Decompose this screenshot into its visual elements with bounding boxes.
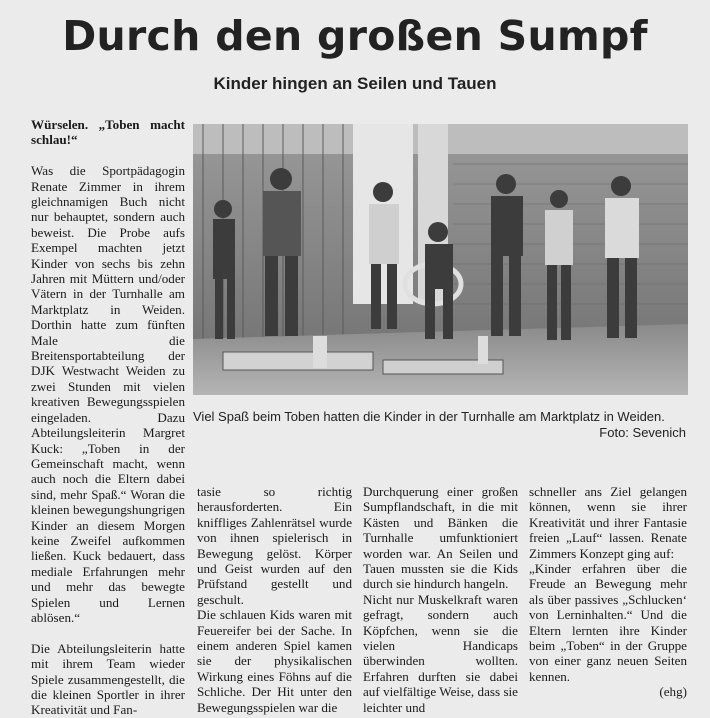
paragraph: Was die Sportpädagogin Renate Zimmer in ihrem gleichnamigen Buch nicht nur behauptet, sondern auch beweist. Die Probe aufs Exempel machten jetzt Kinder von sechs bis zehn Jahren mit Müttern und/oder Vätern in der Turnhalle am Marktplatz in Weiden. Dorthin hatte zum fünften Male die Breitensportabteilung der DJK Westwacht Weiden zu zwei Stunden mit vielen kreativen Bewegungsspielen eingeladen. Dazu Abteilungsleiterin Margret Kuck: „Toben in der Gemeinschaft macht, wenn auch noch die Eltern dabei sind, mehr Spaß.“ Woran die kleinen bewegungshungrigen Kinder an diesem Morgen keine Zweifel aufkommen ließen. Kuck bedauert, dass mediale Erfahrungen mehr und mehr das bewegte Spielen und Lernen ablösen.“: [31, 163, 185, 625]
paragraph: Nicht nur Muskelkraft waren gefragt, sondern auch Köpfchen, wenn sie die vielen Handicaps überwinden wollten. Erfahren durften sie dabei auf vielfältige Weise, dass sie leichter und: [363, 591, 518, 715]
column-2: [197, 484, 352, 715]
paragraph: schneller ans Ziel gelangen können, wenn sie ihrer Kreativität und ihrer Fantasie freien „Lauf“ lassen. Renate Zimmers Konzept ging auf:: [529, 484, 687, 561]
author-signature: (ehg): [659, 684, 687, 700]
paragraph: „Kinder erfahren über die Freude an Bewegung mehr als über passives „Schlucken‘ von Lerninhalten.“ Und die Eltern lernten ihre Kinder beim „Toben“ in der Gruppe von einer ganz neuen Seiten kennen.: [529, 561, 687, 684]
article-lead: Würselen. „Toben macht schlau!“: [31, 117, 185, 148]
paragraph: Durchquerung einer großen Sumpflandschaft, in die mit Kästen und Bänken die Turnhalle umfunktioniert worden war. An Seilen und Tauen mussten sie die Kids durch sie hindurch hangeln.: [363, 484, 518, 592]
photo-credit: Foto: Sevenich: [599, 425, 686, 440]
gym-photo: [193, 124, 688, 395]
paragraph: Die Abteilungsleiterin hatte mit ihrem Team wieder Spiele zusammengestellt, die die kleinen Sportler in ihrer Kreativität und Fan-: [31, 640, 185, 718]
headline: Durch den großen Sumpf: [62, 12, 648, 60]
paragraph: Die schlauen Kids waren mit Feuereifer bei der Sache. In einem anderen Spiel kamen sie der physikalischen Wirkung eines Föhns auf die Schliche. Der Hit unter den Bewegungsspielen war die: [197, 607, 352, 715]
column-3: [363, 484, 518, 715]
caption-text: Viel Spaß beim Toben hatten die Kinder in der Turnhalle am Marktplatz in Weiden.: [193, 409, 665, 424]
paragraph: tasie so richtig herausforderten. Ein kniffliges Zahlenrätsel wurde von ihnen spielerisch in Bewegung gelöst. Körper und Geist wurden auf den Prüfstand gestellt und geschult.: [197, 484, 352, 607]
column-4: [529, 484, 687, 700]
subheadline: Kinder hingen an Seilen und Tauen: [213, 74, 497, 93]
photo-caption: [193, 409, 686, 441]
column-1: [31, 117, 185, 718]
